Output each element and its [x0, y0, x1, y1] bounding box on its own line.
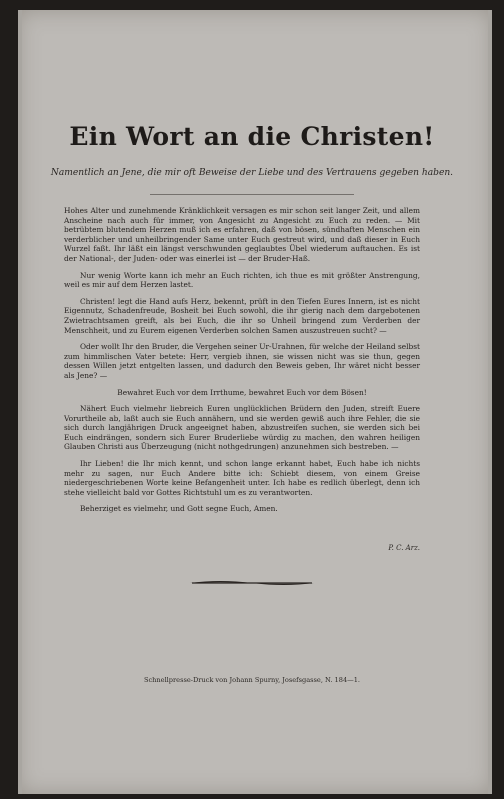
paragraph-3: Christen! legt die Hand aufs Herz, bekennt, prüft in den Tiefen Eures Innern, ist es nicht Eigennutz, Schadenfreude, Bosheit bei Euch sowohl, die ihr gierig nach dem dargebotenen Zwietrachtsamen greift, als bei Euch, die ihr so Unheil bringend zum Verderben der Menschheit, und zu Eurem eigenen Verderben solchen Samen auszustreuen sucht? — [64, 296, 420, 335]
paragraph-4: Oder wollt Ihr den Bruder, die Vergehen seiner Ur-Urahnen, für welche der Heiland selbst zum himmlischen Vater betete: Herr, vergieb ihnen, sie wissen nicht was sie thun, gegen dessen Willen jetzt entgelten lassen, und dadurch den Beweis geben, Ihr wäret nicht besser als Jene? — [64, 342, 420, 380]
signature: P. C. Arz. [388, 544, 420, 552]
paragraph-7: Ihr Lieben! die Ihr mich kennt, und schon lange erkannt habet, Euch habe ich nichts mehr zu sagen, nur Euch Andere bitte ich: Schiebt diesem, von einem Greise niedergeschriebenen Worte keine Befangenheit unter. Ich habe es redlich überlegt, denn ich stehe vielleicht bald vor Gottes Richtstuhl um es zu verantworten. [64, 459, 420, 497]
paragraph-2: Nur wenig Worte kann ich mehr an Euch richten, ich thue es mit größter Anstrengung, weil es mir auf dem Herzen lastet. [64, 270, 420, 290]
printer-imprint: Schnellpresse-Druck von Johann Spurny, Josefsgasse, N. 184—1. [143, 676, 361, 684]
paragraph-8: Beherziget es vielmehr, und Gott segne Euch, Amen. [80, 504, 278, 514]
paragraph-6: Nähert Euch vielmehr liebreich Euren unglücklichen Brüdern den Juden, streift Euere Vorurtheile ab, laßt auch sie Euch annähern, und sie werden gewiß auch ihre Fehler, die sie sich durch langjährigen Druck angeeignet haben, abzustreifen suchen, sie werden sich bei Euch eindrängen, sondern sich Eurer Bruderliebe würdig zu machen, den wahren heiligen Glauben Christi aus Überzeugung (nicht nothgedrungen) anzunehmen sich bestreben. — [64, 404, 420, 452]
paper-edge-left [18, 10, 22, 794]
document-title: Ein Wort an die Christen! [69, 122, 435, 151]
paper-edge-right [488, 10, 492, 794]
paragraph-1: Hohes Alter und zunehmende Kränklichkeit versagen es mir schon seit langer Zeit, und allem Anscheine nach auch für immer, von Angesicht zu Angesicht zu Euch zu reden. — Mit betrübtem blutendem Herzen muß ich es erfahren, daß von bösen, sündhaften Menschen ein verderblicher und unheilbringender Same unter Euch gestreut wird, und daß dieser in Euch Wurzel faßt. Ihr läßt ein längst verschwunden geglaubtes Übel wiederum auftauchen. Es ist der National-, der Juden- oder was einerlei ist — der Bruder-Haß. [64, 206, 420, 263]
ornamental-rule [188, 578, 316, 588]
divider-line [150, 194, 354, 195]
paragraph-5: Bewahret Euch vor dem Irrthume, bewahret Euch vor dem Bösen! [117, 387, 367, 397]
document-subtitle: Namentlich an Jene, die mir oft Beweise der Liebe und des Vertrauens gegeben haben. [50, 168, 454, 178]
document-body [64, 206, 420, 521]
